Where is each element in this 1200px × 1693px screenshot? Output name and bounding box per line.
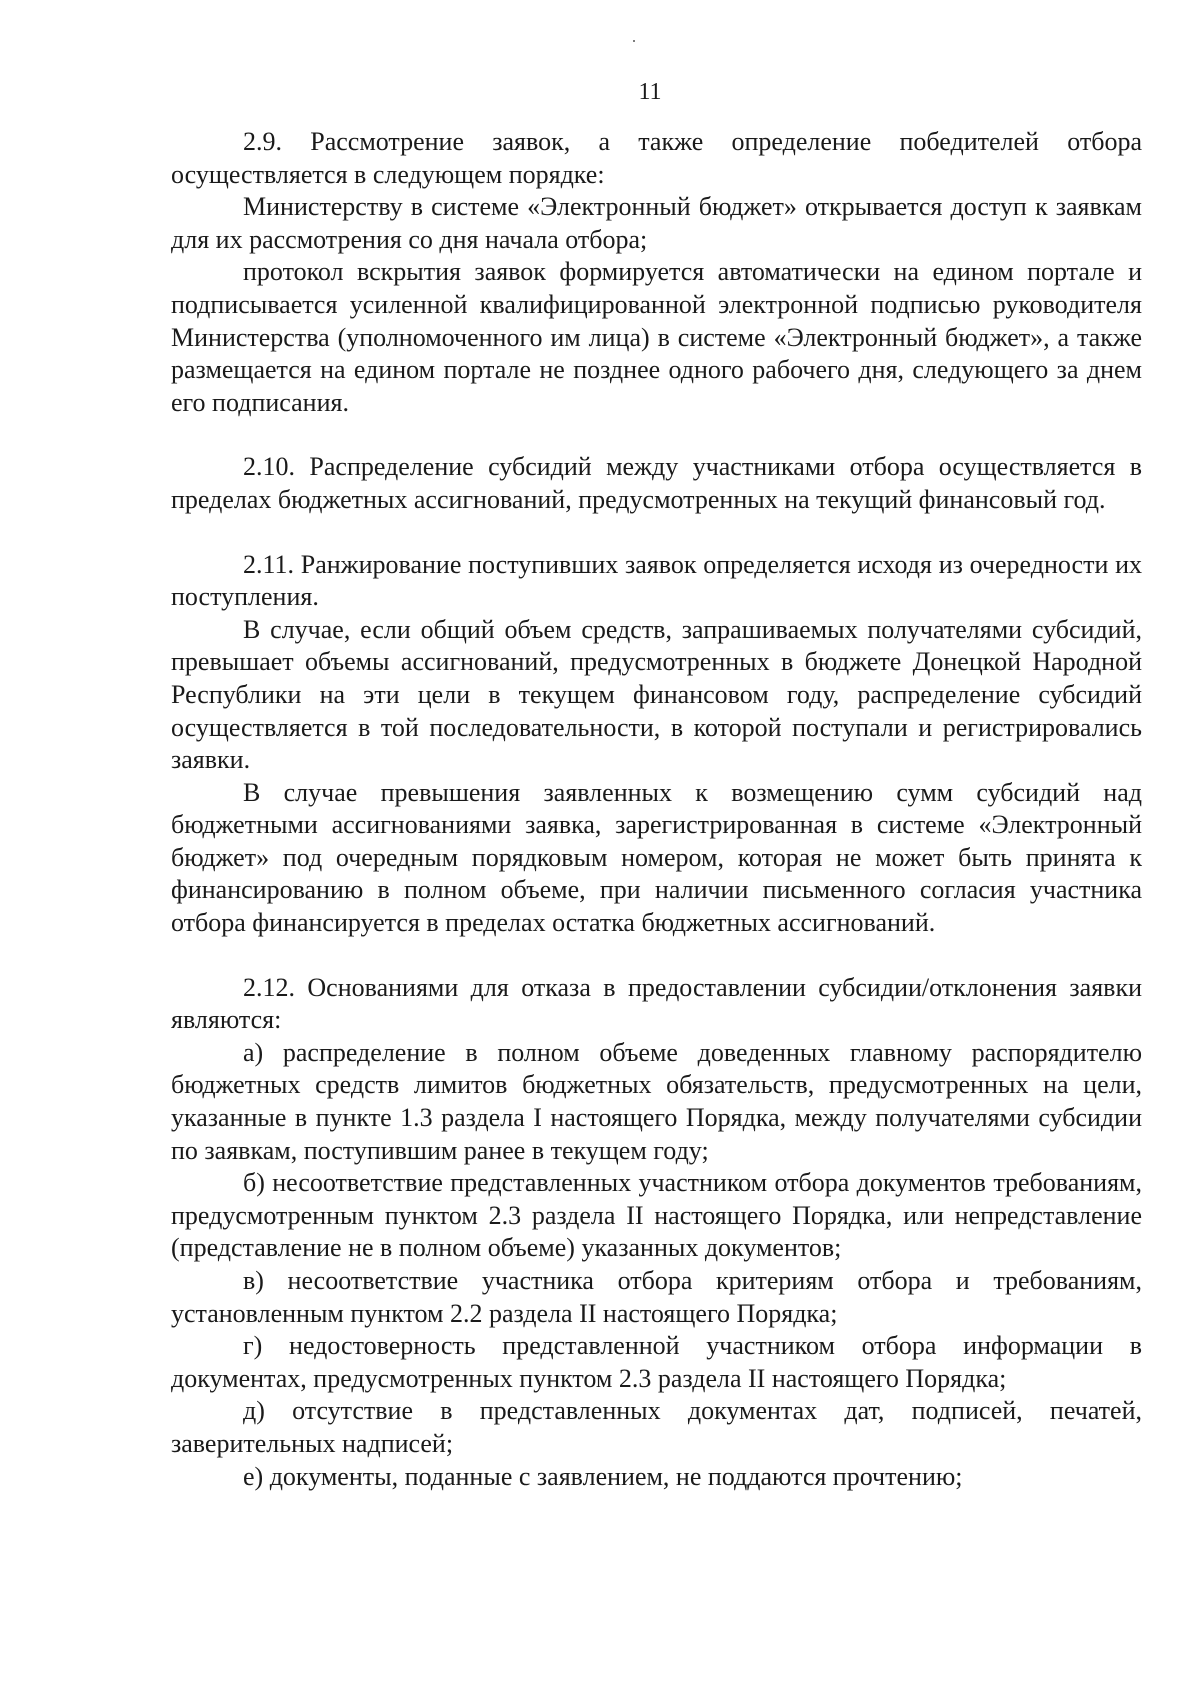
scan-speck [633,40,635,42]
list-item-g: г) недостоверность представленной участником отбора информации в документах, предусмотренных пунктом 2.3 раздела II настоящего Порядка; [171,1331,1142,1393]
paragraph-2-11-volume: В случае, если общий объем средств, запрашиваемых получателями субсидий, превышает объемы ассигнований, предусмотренных в бюджете Донецкой Народной Республики на эти цели в текущем финансовом году, распределение субсидий осуществляется в той последовательности, в которой поступали и регистрировались заявки. [171,614,1142,775]
list-item-d: д) отсутствие в представленных документах дат, подписей, печатей, заверительных надписей; [171,1396,1142,1458]
paragraph-2-12: 2.12. Основаниями для отказа в предоставлении субсидии/отклонения заявки являются: [171,972,1142,1035]
list-item-v: в) несоответствие участника отбора критериям отбора и требованиям, установленным пунктом 2.2 раздела II настоящего Порядка; [171,1266,1142,1328]
paragraph-2-9-access: Министерству в системе «Электронный бюджет» открывается доступ к заявкам для их рассмотрения со дня начала отбора; [171,192,1142,254]
paragraph-2-11-excess: В случае превышения заявленных к возмещению сумм субсидий над бюджетными ассигнованиями заявка, зарегистрированная в системе «Электронный бюджет» под очередным порядковым номером, которая не может быть принята к финансированию в полном объеме, при наличии письменного согласия участника отбора финансируется в пределах остатка бюджетных ассигнований. [171,777,1142,938]
page-number: 11 [638,79,662,105]
list-item-e: е) документы, поданные с заявлением, не поддаются прочтению; [243,1461,963,1491]
paragraph-2-9: 2.9. Рассмотрение заявок, а также определение победителей отбора осуществляется в следующем порядке: [171,127,1142,189]
list-item-b: б) несоответствие представленных участником отбора документов требованиям, предусмотренным пунктом 2.3 раздела II настоящего Порядка, или непредставление (представление не в полном объеме) указанных документов; [171,1168,1142,1263]
paragraph-2-10: 2.10. Распределение субсидий между участниками отбора осуществляется в пределах бюджетных ассигнований, предусмотренных на текущий финансовый год. [171,452,1142,514]
paragraph-2-9-protocol: протокол вскрытия заявок формируется автоматически на едином портале и подписывается усиленной квалифицированной электронной подписью руководителя Министерства (уполномоченного им лица) в системе «Электронный бюджет», а также размещается на едином портале не позднее одного рабочего дня, следующего за днем его подписания. [171,257,1142,417]
document-body [171,126,1142,1493]
paragraph-2-11: 2.11. Ранжирование поступивших заявок определяется исходя из очередности их поступления. [171,549,1142,612]
list-item-a: а) распределение в полном объеме доведенных главному распорядителю бюджетных средств лимитов бюджетных обязательств, предусмотренных на цели, указанные в пункте 1.3 раздела I настоящего Порядка, между получателями субсидии по заявкам, поступившим ранее в текущем году; [171,1037,1142,1165]
